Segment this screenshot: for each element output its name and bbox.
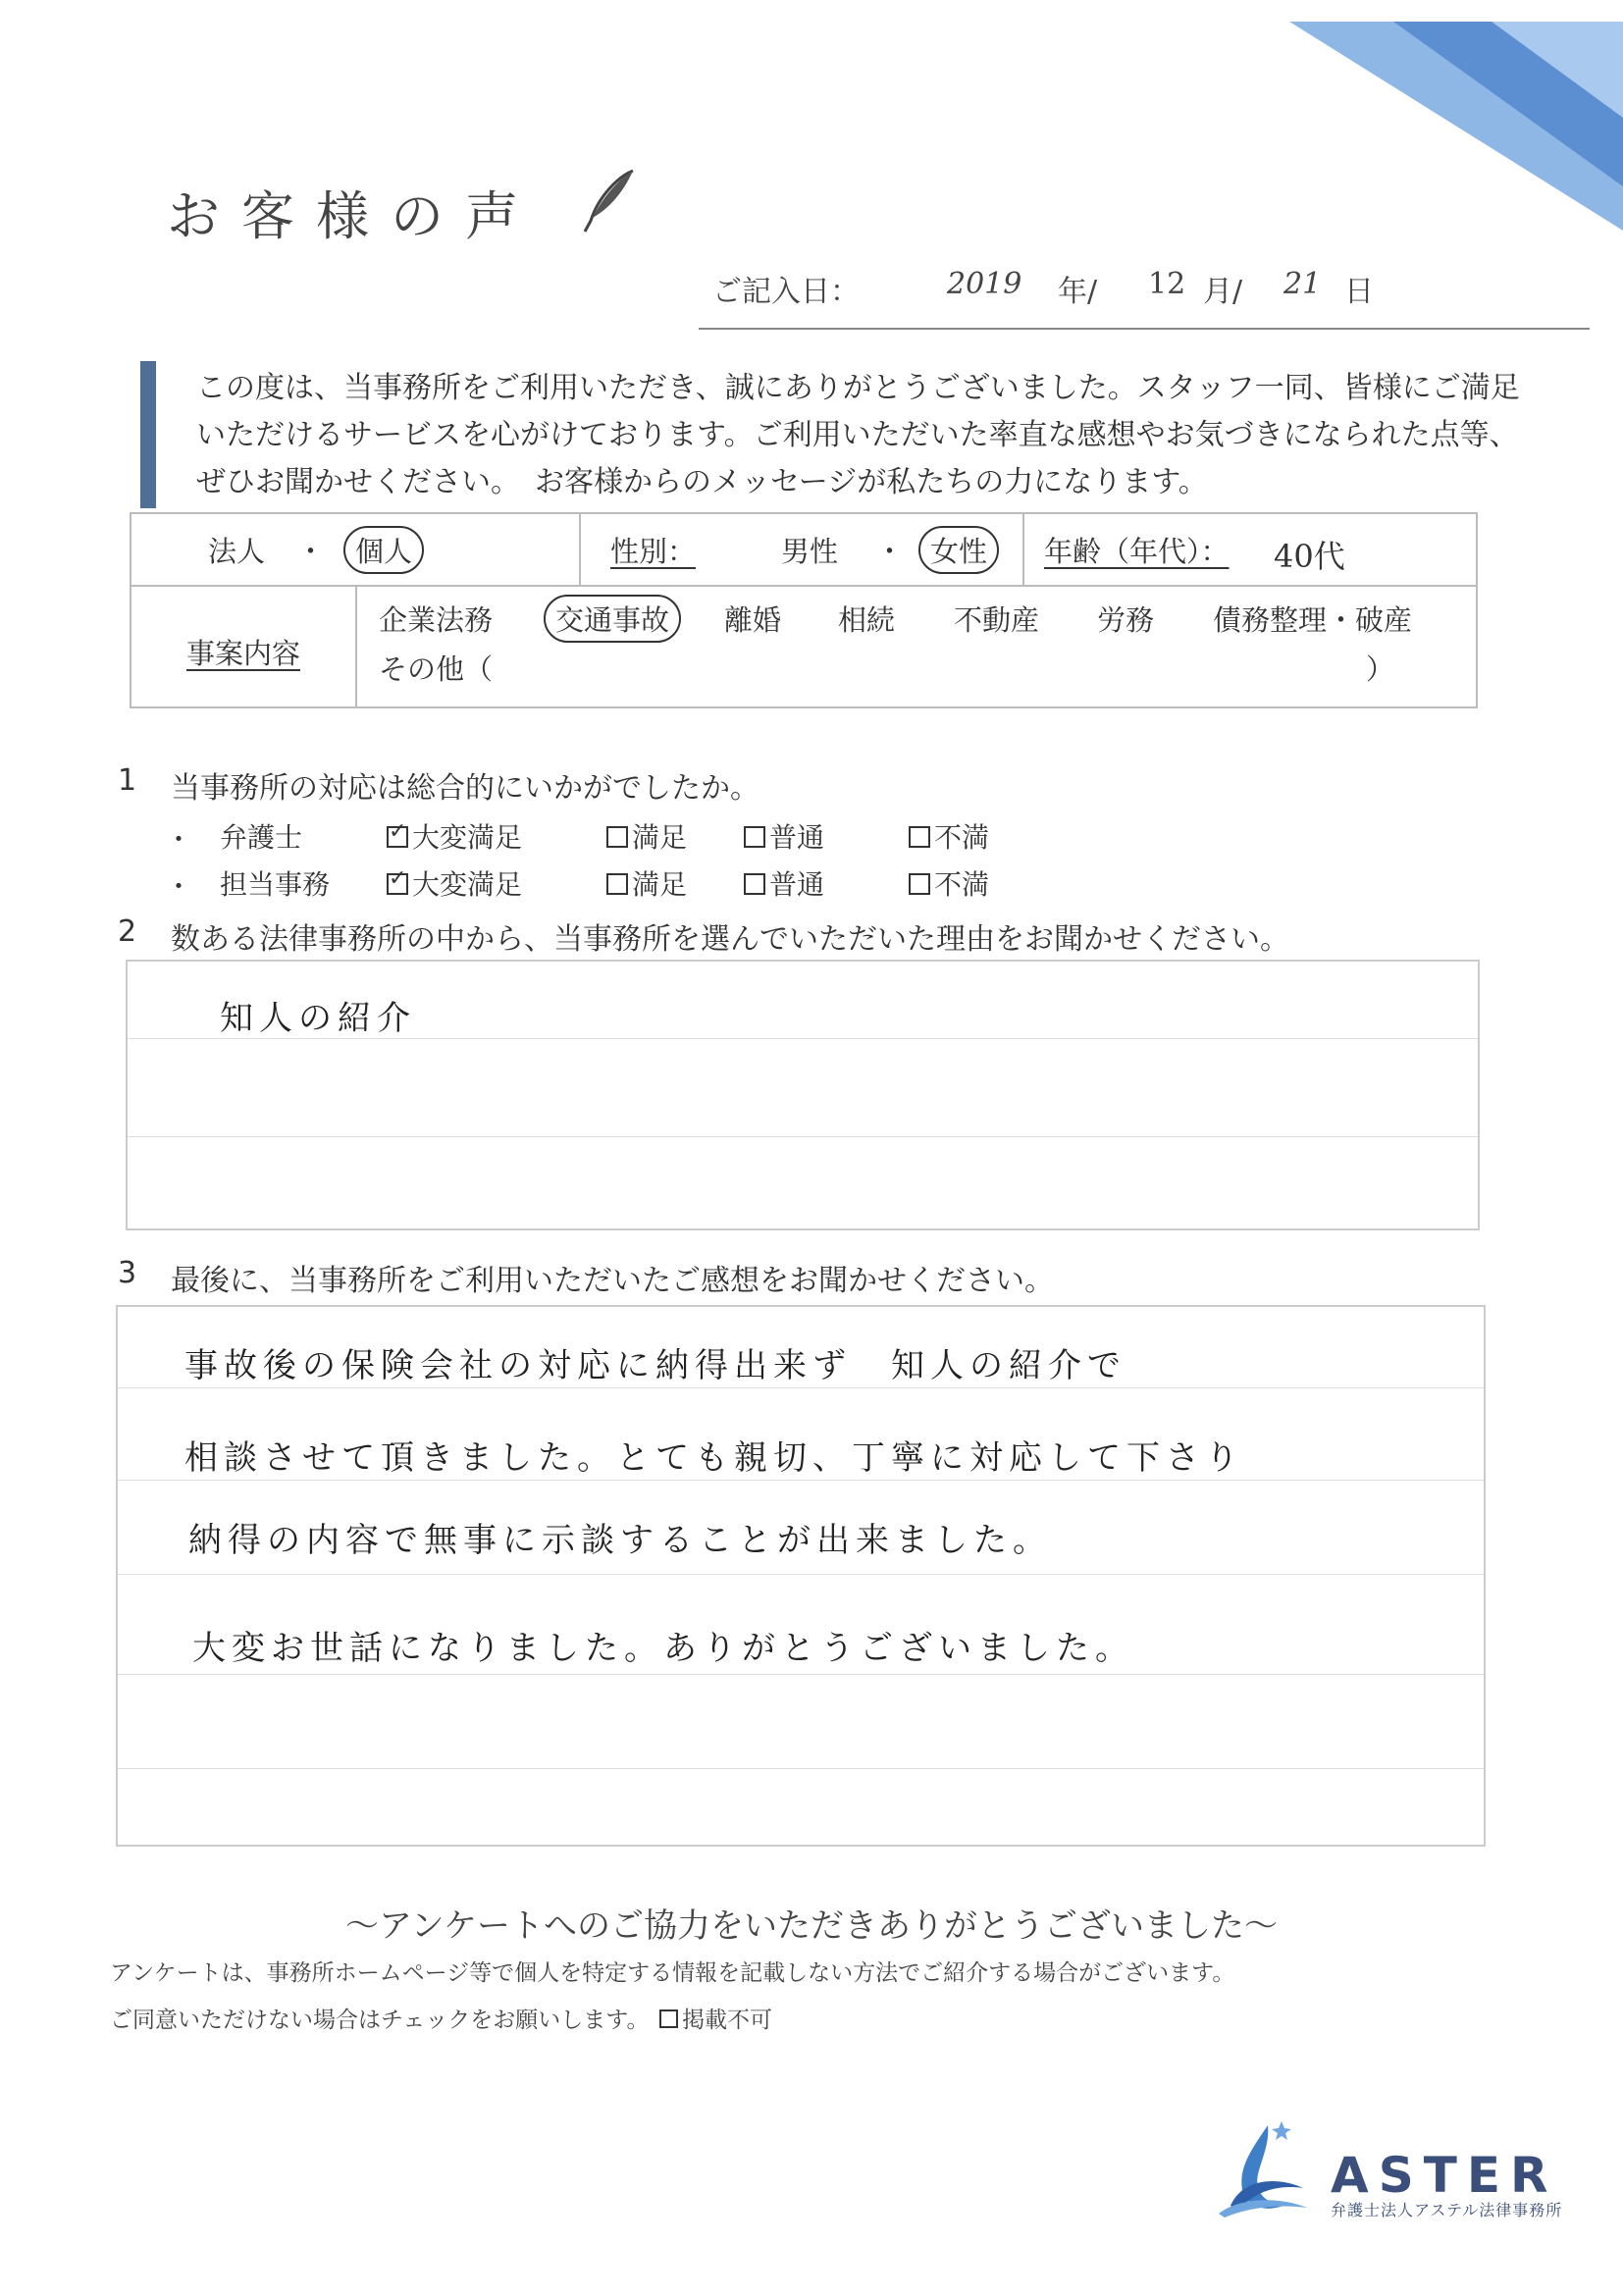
case-divorce: 離婚: [724, 603, 782, 637]
case-real-estate: 不動産: [954, 603, 1040, 637]
checkbox-icon: [606, 873, 628, 895]
page-title: お客様の声: [167, 185, 540, 247]
aster-logo-subtitle: 弁護士法人アステル法律事務所: [1331, 2201, 1563, 2219]
q3-answer-line-4: 大変お世話になりました。ありがとうございました。: [192, 1629, 1134, 1668]
q1-row2-label: 担当事務: [220, 868, 331, 901]
entity-individual-circled: 個人: [343, 526, 424, 574]
form-col-divider-1: [579, 514, 581, 585]
date-label: ご記入日：: [712, 275, 860, 309]
q2-number: 2: [118, 914, 137, 949]
option-label: 大変満足: [412, 821, 523, 854]
intro-line-2: いただけるサービスを心がけております。ご利用いただいた率直な感想やお気づきになられた点等、: [196, 418, 1519, 452]
option-label: 不満: [934, 821, 990, 854]
q3-text: 最後に、当事務所をご利用いただいたご感想をお聞かせください。: [171, 1264, 1054, 1298]
q1-row2-very-satisfied: [387, 863, 522, 903]
checkbox-checked-icon: [387, 873, 408, 895]
q2-answer-box: [126, 960, 1480, 1230]
entity-corp: 法人: [208, 535, 266, 568]
answer-rule: [118, 1387, 1484, 1388]
checkbox-icon: [744, 826, 765, 848]
gender-male: 男性: [781, 535, 839, 568]
date-underline: [699, 328, 1590, 330]
date-month-unit: 月/: [1203, 275, 1243, 309]
intro-line-3: ぜひお聞かせください。 お客様からのメッセージが私たちの力になります。: [196, 465, 1208, 499]
case-other-close: ）: [1366, 652, 1395, 686]
q3-answer-line-3: 納得の内容で無事に示談することが出来ました。: [188, 1521, 1052, 1560]
answer-rule: [118, 1674, 1484, 1675]
q2-text: 数ある法律事務所の中から、当事務所を選んでいただいた理由をお聞かせください。: [171, 922, 1289, 957]
checkbox-icon[interactable]: [659, 2009, 678, 2028]
q1-number: 1: [118, 763, 137, 798]
q1-text: 当事務所の対応は総合的にいかがでしたか。: [171, 771, 759, 806]
form-col-divider-3: [355, 585, 357, 706]
no-publish-option[interactable]: [659, 2002, 772, 2034]
case-traffic-accident-circled: 交通事故: [544, 595, 681, 643]
case-labor: 労務: [1097, 603, 1155, 637]
checkbox-checked-icon: [387, 826, 408, 848]
aster-logo-text: ASTER: [1331, 2147, 1558, 2204]
option-label: 満足: [632, 868, 688, 901]
consent-note: ご同意いただけない場合はチェックをお願いします。: [110, 2008, 650, 2033]
intro-line-1: この度は、当事務所をご利用いただき、誠にありがとうございました。スタッフ一同、皆様にご満足: [196, 371, 1520, 405]
gender-label: 性別：: [610, 535, 697, 568]
gender-female-circled: 女性: [918, 526, 999, 574]
case-debt: 債務整理・破産: [1213, 603, 1413, 637]
date-day: 21: [1283, 267, 1322, 301]
answer-rule: [118, 1768, 1484, 1769]
case-label: 事案内容: [186, 637, 301, 670]
q1-row1-dissatisfied: [909, 816, 989, 856]
q1-row2-dissatisfied: [909, 863, 989, 903]
form-divider: [131, 585, 1476, 587]
answer-rule: [128, 1136, 1478, 1137]
age-value: 40代: [1274, 538, 1345, 575]
checkbox-icon: [606, 826, 628, 848]
feather-icon: [579, 167, 638, 235]
option-label: 満足: [632, 821, 688, 854]
q3-answer-line-1: 事故後の保険会社の対応に納得出来ず 知人の紹介で: [184, 1346, 1126, 1385]
gender-dot: ・: [875, 535, 905, 568]
date-day-unit: 日: [1344, 275, 1374, 309]
q3-answer-box: [116, 1305, 1486, 1847]
answer-rule: [118, 1480, 1484, 1481]
no-publish-label: 掲載不可: [682, 2008, 772, 2033]
q1-row1-very-satisfied: [387, 816, 522, 856]
checkbox-icon: [909, 826, 930, 848]
q3-number: 3: [118, 1256, 137, 1290]
option-label: 普通: [769, 821, 825, 854]
case-other-open: その他（: [379, 652, 494, 686]
answer-rule: [118, 1574, 1484, 1575]
thanks-message: ～アンケートへのご協力をいただきありがとうございました～: [345, 1906, 1278, 1946]
checkbox-icon: [909, 873, 930, 895]
q1-row2-bullet: ・: [165, 870, 193, 903]
q2-answer-text: 知人の紹介: [220, 999, 416, 1038]
q1-row1-label: 弁護士: [220, 821, 303, 854]
intro-text: [196, 365, 1531, 506]
checkbox-icon: [744, 873, 765, 895]
date-year-unit: 年/: [1058, 275, 1098, 309]
date-month: 12: [1148, 267, 1186, 301]
form-col-divider-2: [1022, 514, 1024, 585]
option-label: 普通: [769, 868, 825, 901]
q1-row2-average: [744, 863, 824, 903]
q1-row1-bullet: ・: [165, 823, 193, 856]
option-label: 不満: [934, 868, 990, 901]
case-corporate: 企業法務: [379, 603, 494, 637]
q3-answer-line-2: 相談させて頂きました。とても親切、丁寧に対応して下さり: [184, 1438, 1244, 1478]
q1-row2-satisfied: [606, 863, 687, 903]
option-label: 大変満足: [412, 868, 523, 901]
intro-accent-bar: [140, 361, 156, 508]
corner-decoration: [1276, 0, 1623, 235]
profile-form: [130, 512, 1478, 708]
aster-logo-icon: [1209, 2119, 1317, 2218]
entity-dot: ・: [296, 535, 326, 568]
q1-row1-satisfied: [606, 816, 687, 856]
case-inheritance: 相続: [838, 603, 896, 637]
q1-row1-average: [744, 816, 824, 856]
age-label: 年齢（年代）：: [1044, 535, 1230, 568]
privacy-note: アンケートは、事務所ホームページ等で個人を特定する情報を記載しない方法でご紹介する場合がございます。: [110, 1960, 1235, 1986]
date-year: 2019: [947, 267, 1022, 301]
